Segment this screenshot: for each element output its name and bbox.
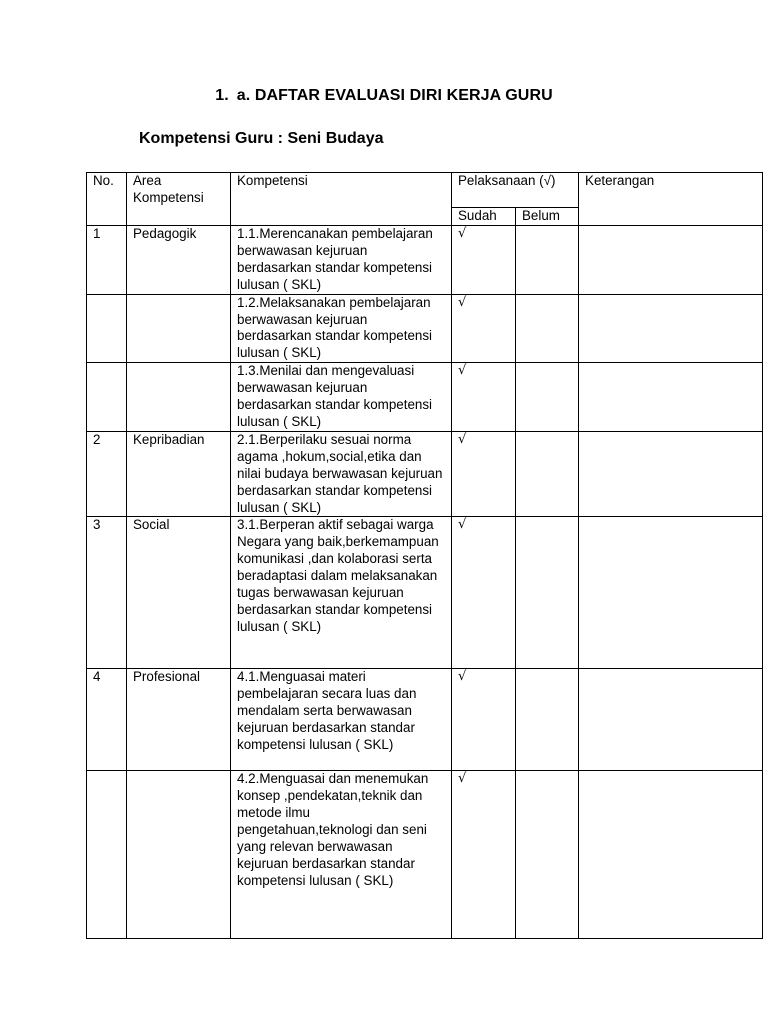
header-kompetensi: Kompetensi	[231, 173, 452, 226]
row-sudah-check: √	[452, 669, 516, 771]
row-kompetensi: 4.2.Menguasai dan menemukan konsep ,pendekatan,teknik dan metode ilmu pengetahuan,teknologi dan seni yang relevan berwawasan kejuruan berdasarkan standar kompetensi lulusan ( SKL)	[231, 771, 452, 939]
table-row	[87, 226, 763, 295]
row-belum	[516, 771, 579, 939]
row-area: Pedagogik	[127, 226, 231, 295]
table-row	[87, 517, 763, 669]
row-no	[87, 294, 127, 363]
table-row	[87, 294, 763, 363]
row-keterangan	[579, 431, 763, 517]
row-no: 1	[87, 226, 127, 295]
row-keterangan	[579, 669, 763, 771]
row-no: 4	[87, 669, 127, 771]
row-no	[87, 363, 127, 432]
row-no: 3	[87, 517, 127, 669]
row-belum	[516, 363, 579, 432]
row-no	[87, 771, 127, 939]
row-area	[127, 771, 231, 939]
row-kompetensi: 4.1.Menguasai materi pembelajaran secara luas dan mendalam serta berwawasan kejuruan berdasarkan standar kompetensi lulusan ( SKL)	[231, 669, 452, 771]
row-area: Profesional	[127, 669, 231, 771]
row-belum	[516, 226, 579, 295]
document-title	[0, 87, 768, 105]
title-text: a. DAFTAR EVALUASI DIRI KERJA GURU	[236, 87, 553, 104]
row-kompetensi: 2.1.Berperilaku sesuai norma agama ,hokum,social,etika dan nilai budaya berwawasan kejuruan berdasarkan standar kompetensi lulusan ( SKL)	[231, 431, 452, 517]
row-kompetensi: 1.3.Menilai dan mengevaluasi berwawasan kejuruan berdasarkan standar kompetensi lulusan ( SKL)	[231, 363, 452, 432]
title-number: 1.	[215, 87, 229, 104]
competency-subtitle: Kompetensi Guru : Seni Budaya	[139, 130, 384, 147]
row-keterangan	[579, 517, 763, 669]
row-sudah-check: √	[452, 294, 516, 363]
table-row	[87, 771, 763, 939]
row-no: 2	[87, 431, 127, 517]
row-area	[127, 294, 231, 363]
row-keterangan	[579, 294, 763, 363]
table-row	[87, 669, 763, 771]
header-no: No.	[87, 173, 127, 226]
row-area: Kepribadian	[127, 431, 231, 517]
row-kompetensi: 1.2.Melaksanakan pembelajaran berwawasan kejuruan berdasarkan standar kompetensi lulusan ( SKL)	[231, 294, 452, 363]
row-keterangan	[579, 363, 763, 432]
row-belum	[516, 669, 579, 771]
row-belum	[516, 517, 579, 669]
table-row	[87, 431, 763, 517]
header-pelaksanaan: Pelaksanaan (√)	[452, 173, 579, 208]
row-kompetensi: 3.1.Berperan aktif sebagai warga Negara yang baik,berkemampuan komunikasi ,dan kolaborasi serta beradaptasi dalam melaksanakan tugas berwawasan kejuruan berdasarkan standar kompetensi lulusan ( SKL)	[231, 517, 452, 669]
row-area	[127, 363, 231, 432]
row-belum	[516, 294, 579, 363]
header-belum: Belum	[516, 208, 579, 226]
row-sudah-check: √	[452, 771, 516, 939]
header-area: Area Kompetensi	[127, 173, 231, 226]
row-sudah-check: √	[452, 431, 516, 517]
table-header-row	[87, 173, 763, 208]
row-sudah-check: √	[452, 517, 516, 669]
row-sudah-check: √	[452, 363, 516, 432]
row-sudah-check: √	[452, 226, 516, 295]
row-belum	[516, 431, 579, 517]
row-area: Social	[127, 517, 231, 669]
evaluation-table	[86, 172, 763, 939]
header-keterangan: Keterangan	[579, 173, 763, 226]
header-sudah: Sudah	[452, 208, 516, 226]
row-keterangan	[579, 226, 763, 295]
row-kompetensi: 1.1.Merencanakan pembelajaran berwawasan kejuruan berdasarkan standar kompetensi lulusan ( SKL)	[231, 226, 452, 295]
row-keterangan	[579, 771, 763, 939]
table-row	[87, 363, 763, 432]
